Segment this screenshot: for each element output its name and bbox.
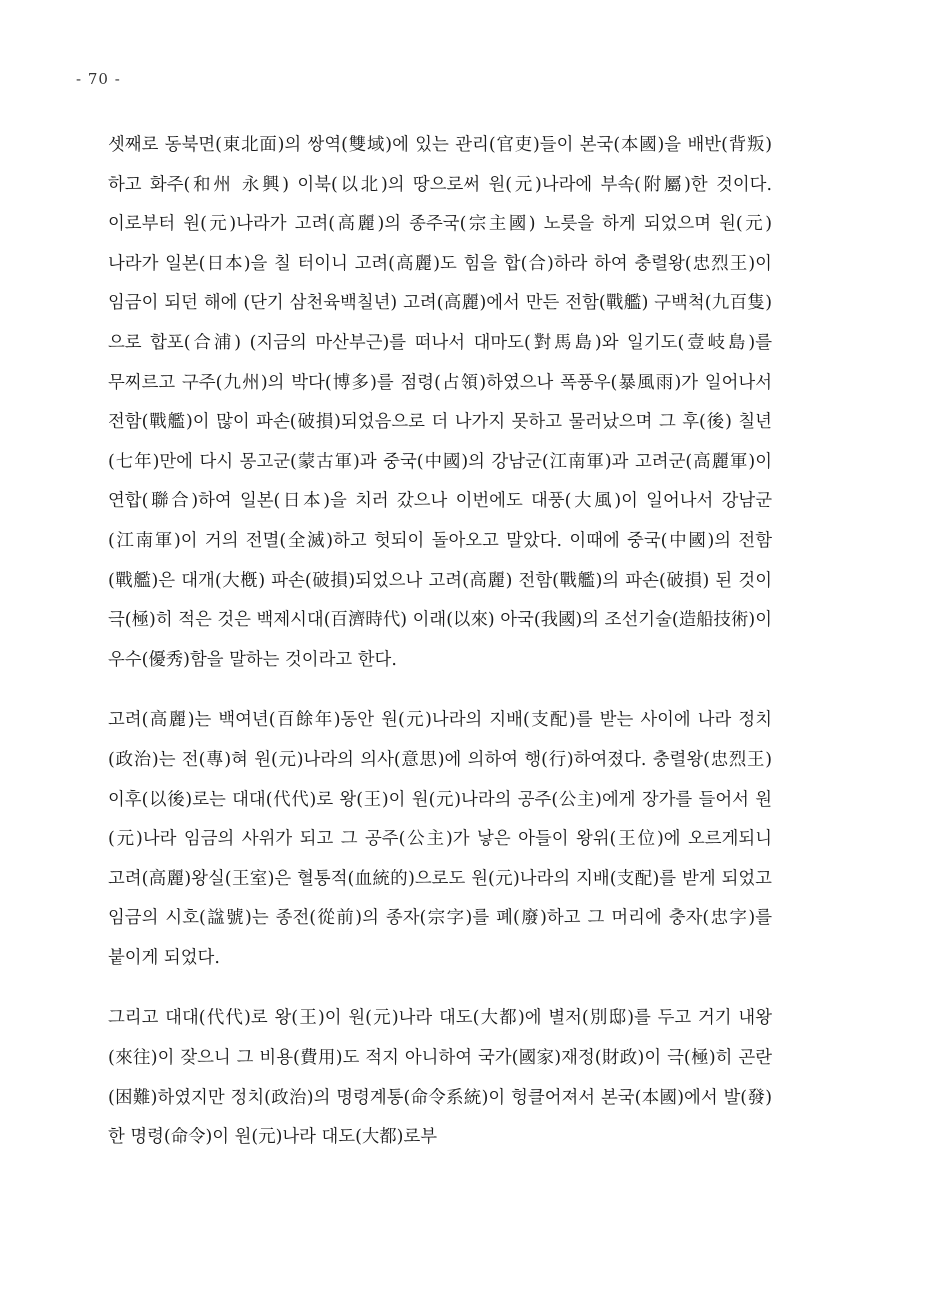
- paragraph-yuan-domination: 고려(高麗)는 백여년(百餘年)동안 원(元)나라의 지배(支配)를 받는 사이에 나라 정치(政治)는 전(專)혀 원(元)나라의 의사(意思)에 의하여 행(行)하여졌다. 충렬왕(忠烈王)이후(以後)로는 대대(代代)로 왕(王)이 원(元)나라의 공주(公主)에게 장가를 들어서 원(元)나라 임금의 사위가 되고 그 공주(公主)가 낳은 아들이 왕위(王位)에 오르게되니 고려(高麗)왕실(王室)은 혈통적(血統的)으로도 원(元)나라의 지배(支配)를 받게 되었고 임금의 시호(諡號)는 종전(從前)의 종자(宗字)를 폐(廢)하고 그 머리에 충자(忠字)를 붙이게 되었다.: [108, 710, 772, 968]
- paragraph-royal-residence-finances: 그리고 대대(代代)로 왕(王)이 원(元)나라 대도(大都)에 별저(別邸)를 두고 거기 내왕(來往)이 잦으니 그 비용(費用)도 적지 아니하여 국가(國家)재정(財政)이 극(極)히 곤란(困難)하였지만 정치(政治)의 명령계통(命令系統)이 헝클어져서 본국(本國)에서 발(發)한 명령(命令)이 원(元)나라 대도(大都)로부: [108, 1008, 772, 1148]
- page-number: - 70 -: [76, 70, 121, 88]
- body-text: [108, 126, 772, 1158]
- paragraph-goryeo-japan-invasions: 셋째로 동북면(東北面)의 쌍역(雙域)에 있는 관리(官吏)들이 본국(本國)을 배반(背叛)하고 화주(和州 永興) 이북(以北)의 땅으로써 원(元)나라에 부속(附屬)한 것이다. 이로부터 원(元)나라가 고려(高麗)의 종주국(宗主國) 노릇을 하게 되었으며 원(元)나라가 일본(日本)을 칠 터이니 고려(高麗)도 힘을 합(合)하라 하여 충렬왕(忠烈王)이 임금이 되던 해에 (단기 삼천육백칠년) 고려(高麗)에서 만든 전함(戰艦) 구백척(九百隻)으로 합포(合浦) (지금의 마산부근)를 떠나서 대마도(對馬島)와 일기도(壹岐島)를 무찌르고 구주(九州)의 박다(博多)를 점령(占領)하였으나 폭풍우(暴風雨)가 일어나서 전함(戰艦)이 많이 파손(破損)되었음으로 더 나가지 못하고 물러났으며 그 후(後) 칠년(七年)만에 다시 몽고군(蒙古軍)과 중국(中國)의 강남군(江南軍)과 고려군(高麗軍)이 연합(聯合)하여 일본(日本)을 치러 갔으나 이번에도 대풍(大風)이 일어나서 강남군(江南軍)이 거의 전멸(全滅)하고 헛되이 돌아오고 말았다. 이때에 중국(中國)의 전함(戰艦)은 대개(大槪) 파손(破損)되었으나 고려(高麗) 전함(戰艦)의 파손(破損) 된 것이 극(極)히 적은 것은 백제시대(百濟時代) 이래(以來) 아국(我國)의 조선기술(造船技術)이 우수(優秀)함을 말하는 것이라고 한다.: [108, 135, 772, 670]
